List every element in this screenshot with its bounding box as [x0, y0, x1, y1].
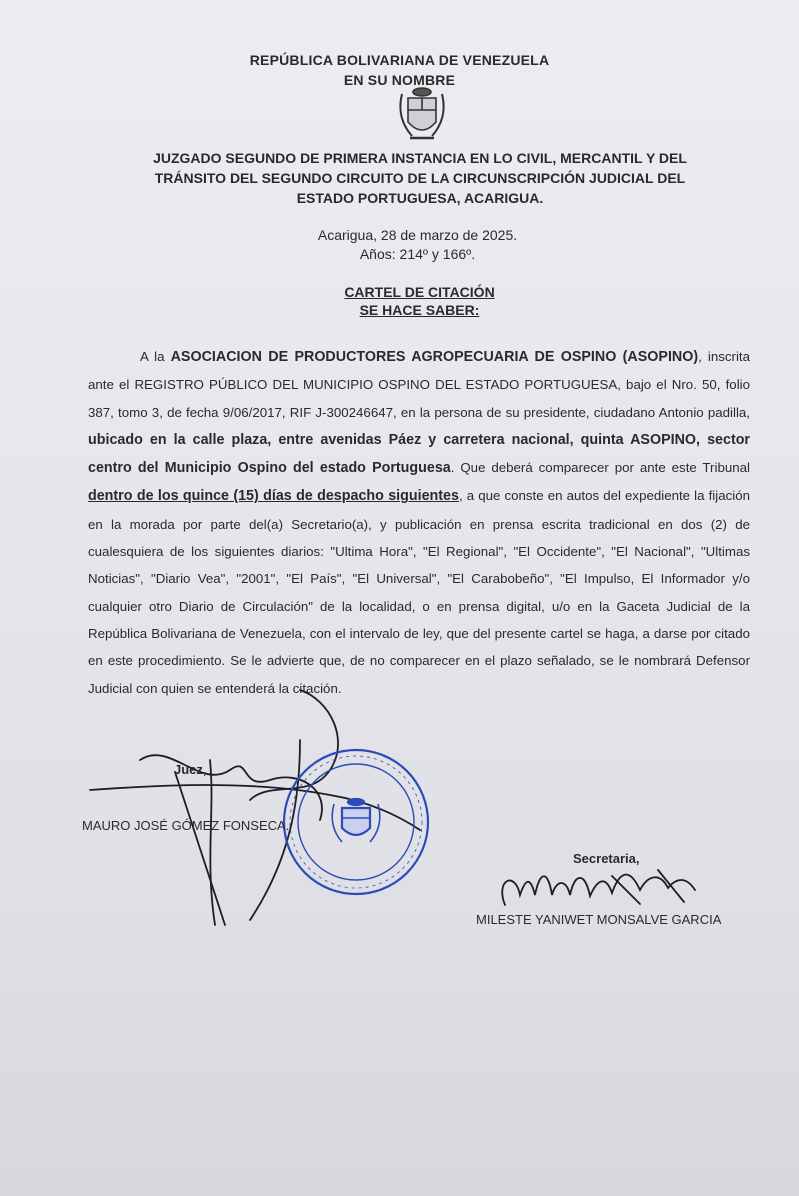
body-appear: . Que deberá comparecer por ante este Tribunal [450, 460, 750, 476]
years-line: Años: 214º y 166º. [359, 246, 476, 262]
cartel-title: CARTEL DE CITACIÓN [344, 284, 495, 300]
judge-title: Juez, [174, 762, 207, 777]
deadline-text: dentro de los quince (15) días de despacho siguientes [88, 488, 459, 505]
court-heading [100, 148, 740, 208]
citation-body [88, 343, 750, 702]
judge-signature [90, 690, 420, 925]
secretary-signature [502, 870, 695, 905]
date-line: Acarigua, 28 de marzo de 2025. [317, 227, 518, 243]
republic-heading: REPÚBLICA BOLIVARIANA DE VENEZUELA [249, 52, 550, 68]
defendant-name: ASOCIACION DE PRODUCTORES AGROPECUARIA DE OSPINO (ASOPINO) [170, 349, 699, 365]
judge-name: MAURO JOSÉ GÓMEZ FONSECA. [82, 818, 290, 833]
body-registration: , inscrita ante el REGISTRO PÚBLICO DEL MUNICIPIO OSPINO DEL ESTADO PORTUGUESA, bajo el Nro. 50, folio 387, tomo 3, de fecha 9/06/2017, RIF J-300246647, en la persona de su presidente, ciudadano Antonio padilla, [88, 349, 751, 420]
body-publication: , a que conste en autos del expediente la fijación en la morada por parte del(a) Secretario(a), y publicación en prensa escrita tradicional en dos (2) de cualesquiera de los siguientes diarios: "Ultima Hora", "El Regional", "El Occidente", "El Nacional", "Ultimas Noticias", "Diario Vea", "2001", "El País", "El Universal", "El Carabobeño", "El Impulso, El Informador y/o cualquier otro Diario de Circulación" de la localidad, o en prensa digital, u/o en la Gaceta Judicial de la República Bolivariana de Venezuela, con el intervalo de ley, que del presente cartel se haga, a darse por citado en este procedimiento. Se le advierte que, de no comparecer en el plazo señalado, se le nombrará Defensor Judicial con quien se entenderá la citación. [88, 488, 750, 696]
defendant-address: ubicado en la calle plaza, entre avenidas Páez y carretera nacional, quinta ASOPINO, sector centro del Municipio Ospino del estado Portuguesa [88, 431, 750, 477]
secretary-name: MILESTE YANIWET MONSALVE GARCIA [476, 912, 722, 927]
in-name-heading: EN SU NOMBRE [343, 72, 456, 88]
cartel-subtitle: SE HACE SABER: [359, 302, 480, 318]
court-line-2: TRÁNSITO DEL SEGUNDO CIRCUITO DE LA CIRCUNSCRIPCIÓN JUDICIAL DEL [154, 170, 686, 186]
secretary-title: Secretaria, [573, 851, 640, 866]
body-intro: A la [140, 349, 171, 364]
court-line-1: JUZGADO SEGUNDO DE PRIMERA INSTANCIA EN LO CIVIL, MERCANTIL Y DEL [153, 150, 687, 166]
court-stamp [284, 750, 428, 894]
court-line-3: ESTADO PORTUGUESA, ACARIGUA. [296, 190, 544, 206]
